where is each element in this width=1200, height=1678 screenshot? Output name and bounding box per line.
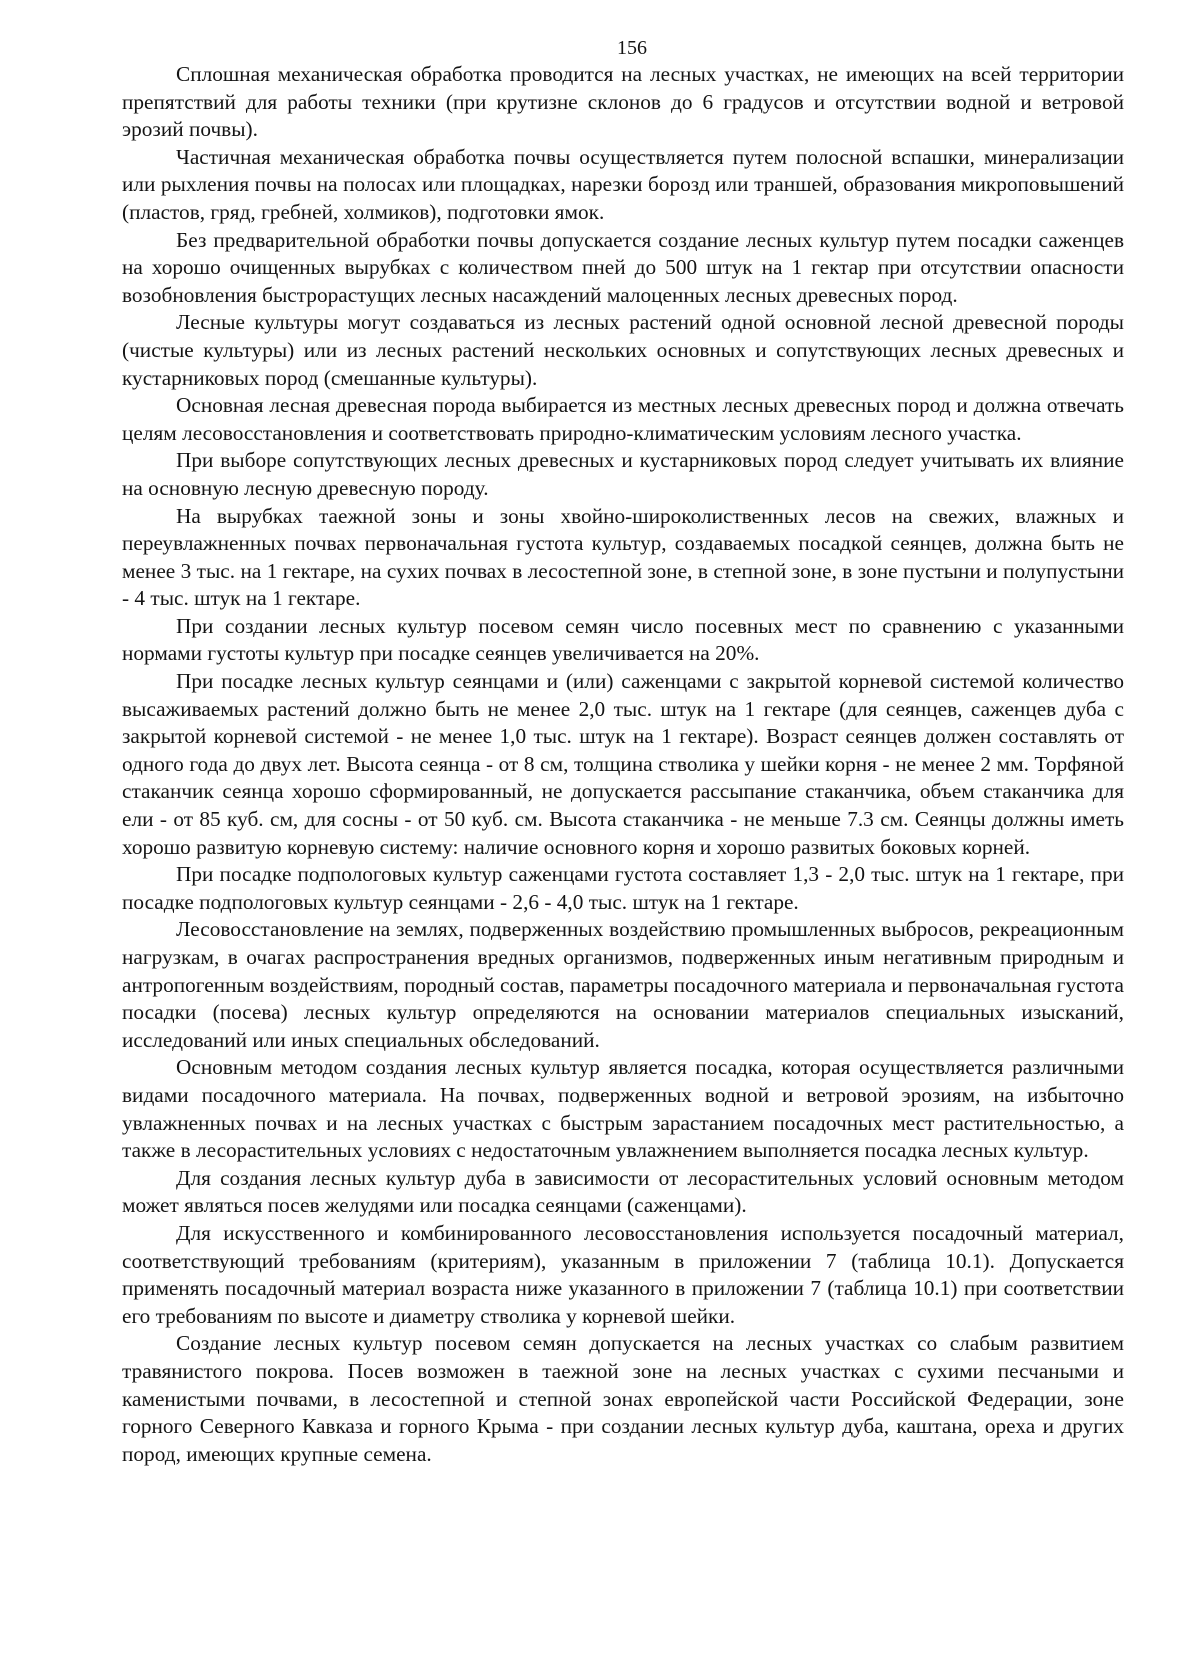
- paragraph-pure-mixed-cultures: Лесные культуры могут создаваться из лесных растений одной основной лесной древесной породы (чистые культуры) или из лесных растений нескольких основных и сопутствующих лесных древесных и кустарниковых пород (смешанные культуры).: [122, 310, 1124, 390]
- paragraph-oak-cultures: Для создания лесных культур дуба в зависимости от лесорастительных условий основным методом может являться посев желудями или посадка сеянцами (саженцами).: [122, 1165, 1124, 1218]
- page-number: 156: [617, 37, 647, 59]
- paragraph-sowing-seed-places: При создании лесных культур посевом семян число посевных мест по сравнению с указанными нормами густоты культур при посадке сеянцев увеличивается на 20%.: [122, 613, 1124, 666]
- paragraph-main-method-planting: Основным методом создания лесных культур является посадка, которая осуществляется различными видами посадочного материала. На почвах, подверженных водной и ветровой эрозиям, на избыточно увлажненных почвах и на лесных участках с быстрым зарастанием посадочных мест растительностью, а также в лесорастительных условиях с недостаточным увлажнением выполняется посадка лесных культур.: [122, 1055, 1124, 1163]
- paragraph-partial-tillage: Частичная механическая обработка почвы осуществляется путем полосной вспашки, минерализации или рыхления почвы на полосах или площадках, нарезки борозд или траншей, образования микроповышений (пластов, гряд, гребней, холмиков), подготовки ямок.: [122, 144, 1124, 224]
- paragraph-closed-root-seedlings: При посадке лесных культур сеянцами и (или) саженцами с закрытой корневой системой количество высаживаемых растений должно быть не менее 2,0 тыс. штук на 1 гектаре (для сеянцев, саженцев дуба с закрытой корневой системой - не менее 1,0 тыс. штук на 1 гектаре). Возраст сеянцев должен составлять от одного года до двух лет. Высота сеянца - от 8 см, толщина стволика у шейки корня - не менее 2 мм. Торфяной стаканчик сеянца хорошо сформированный, не допускается рассыпание стаканчика, объем стаканчика для ели - от 85 куб. см, для сосны - от 50 куб. см. Высота стаканчика - не меньше 7.3 см. Сеянцы должны иметь хорошо развитую корневую систему: наличие основного корня и хорошо развитых боковых корней.: [122, 669, 1124, 859]
- paragraph-companion-species: При выборе сопутствующих лесных древесных и кустарниковых пород следует учитывать их влияние на основную лесную древесную породу.: [122, 448, 1124, 500]
- paragraph-initial-density: На вырубках таежной зоны и зоны хвойно-широколиственных лесов на свежих, влажных и переувлажненных почвах первоначальная густота культур, создаваемых посадкой сеянцев, должна быть не менее 3 тыс. на 1 гектаре, на сухих почвах в лесостепной зоне, в степной зоне, в зоне пустыни и полупустыни - 4 тыс. штук на 1 гектаре.: [122, 503, 1124, 611]
- paragraph-no-pretreatment: Без предварительной обработки почвы допускается создание лесных культур путем посадки саженцев на хорошо очищенных вырубках с количеством пней до 500 штук на 1 гектар при отсутствии опасности возобновления быстрорастущих лесных насаждений малоценных лесных древесных пород.: [122, 227, 1124, 307]
- paragraph-impacted-lands: Лесовосстановление на землях, подверженных воздействию промышленных выбросов, рекреационным нагрузкам, в очагах распространения вредных организмов, подверженных иным негативным природным и антропогенным воздействиям, породный состав, параметры посадочного материала и первоначальная густота посадки (посева) лесных культур определяются на основании материалов специальных изысканий, исследований или иных специальных обследований.: [122, 917, 1124, 1052]
- paragraph-planting-material: Для искусственного и комбинированного лесовосстановления используется посадочный материал, соответствующий требованиям (критериям), указанным в приложении 7 (таблица 10.1). Допускается применять посадочный материал возраста ниже указанного в приложении 7 (таблица 10.1) при соответствии его требованиям по высоте и диаметру стволика у корневой шейки.: [122, 1220, 1124, 1328]
- paragraph-underplanting: При посадке подпологовых культур саженцами густота составляет 1,3 - 2,0 тыс. штук на 1 гектаре, при посадке подпологовых культур сеянцами - 2,6 - 4,0 тыс. штук на 1 гектаре.: [122, 862, 1124, 914]
- paragraph-continuous-tillage: Сплошная механическая обработка проводится на лесных участках, не имеющих на всей территории препятствий для работы техники (при крутизне склонов до 6 градусов и отсутствии водной и ветровой эрозий почвы).: [122, 62, 1124, 142]
- paragraph-seed-sowing: Создание лесных культур посевом семян допускается на лесных участках со слабым развитием травянистого покрова. Посев возможен в таежной зоне на лесных участках с сухими песчаными и каменистыми почвами, в лесостепной и степной зонах европейской части Российской Федерации, зоне горного Северного Кавказа и горного Крыма - при создании лесных культур дуба, каштана, ореха и других пород, имеющих крупные семена.: [122, 1331, 1124, 1466]
- paragraph-main-species: Основная лесная древесная порода выбирается из местных лесных древесных пород и должна отвечать целям лесовосстановления и соответствовать природно-климатическим условиям лесного участка.: [122, 393, 1124, 445]
